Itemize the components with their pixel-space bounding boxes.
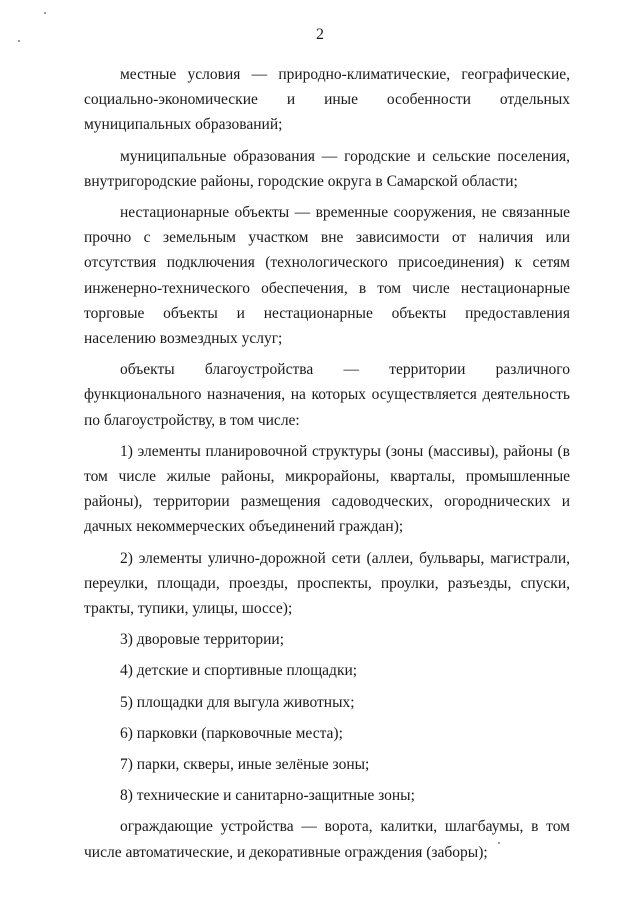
list-item-road-network: 2) элементы улично-дорожной сети (аллеи, бульвары, магистрали, переулки, площади, проезды, проспекты, проулки, разъезды, спуски, тракты, тупики, улицы, шоссе); <box>84 549 570 618</box>
definition-non-stationary-objects: нестационарные объекты — временные сооружения, не связанные прочно с земельным участком вне зависимости от наличия или отсутствия подключения (технологического присоединения) к сетям инженерно-технического обеспечения, в том числе нестационарные торговые объекты и нестационарные объекты предоставления населению возмездных услуг; <box>84 204 570 348</box>
list-item-parks: 7) парки, скверы, иные зелёные зоны; <box>120 756 370 774</box>
definition-fencing-devices: ограждающие устройства — ворота, калитки, шлагбаумы, в том числе автоматические, и декоративные ограждения (заборы); <box>84 818 570 861</box>
definition-improvement-objects: объекты благоустройства — территории различного функционального назначения, на которых осуществляется деятельность по благоустройству, в том числе: <box>84 361 570 429</box>
page-number: 2 <box>316 26 324 43</box>
scan-speck <box>44 12 46 14</box>
list-item-yard-areas: 3) дворовые территории; <box>120 631 285 649</box>
list-item-sanitary-zones: 8) технические и санитарно-защитные зоны; <box>120 787 415 805</box>
document-body <box>84 62 570 871</box>
list-item-pet-areas: 5) площадки для выгула животных; <box>120 693 355 711</box>
definition-municipalities: муниципальные образования — городские и сельские поселения, внутригородские районы, городские округа в Самарской области; <box>84 147 570 190</box>
list-item-parking: 6) парковки (парковочные места); <box>120 724 343 742</box>
definition-local-conditions: местные условия — природно-климатические, географические, социально-экономические и иные особенности отдельных муниципальных образований; <box>84 66 570 134</box>
list-item-planning-structure: 1) элементы планировочной структуры (зоны (массивы), районы (в том числе жилые районы, микрорайоны, кварталы, промышленные районы), территории размещения садоводческих, огороднических и дачных некоммерческих объединений граждан); <box>84 442 570 536</box>
list-item-playgrounds: 4) детские и спортивные площадки; <box>120 662 358 680</box>
